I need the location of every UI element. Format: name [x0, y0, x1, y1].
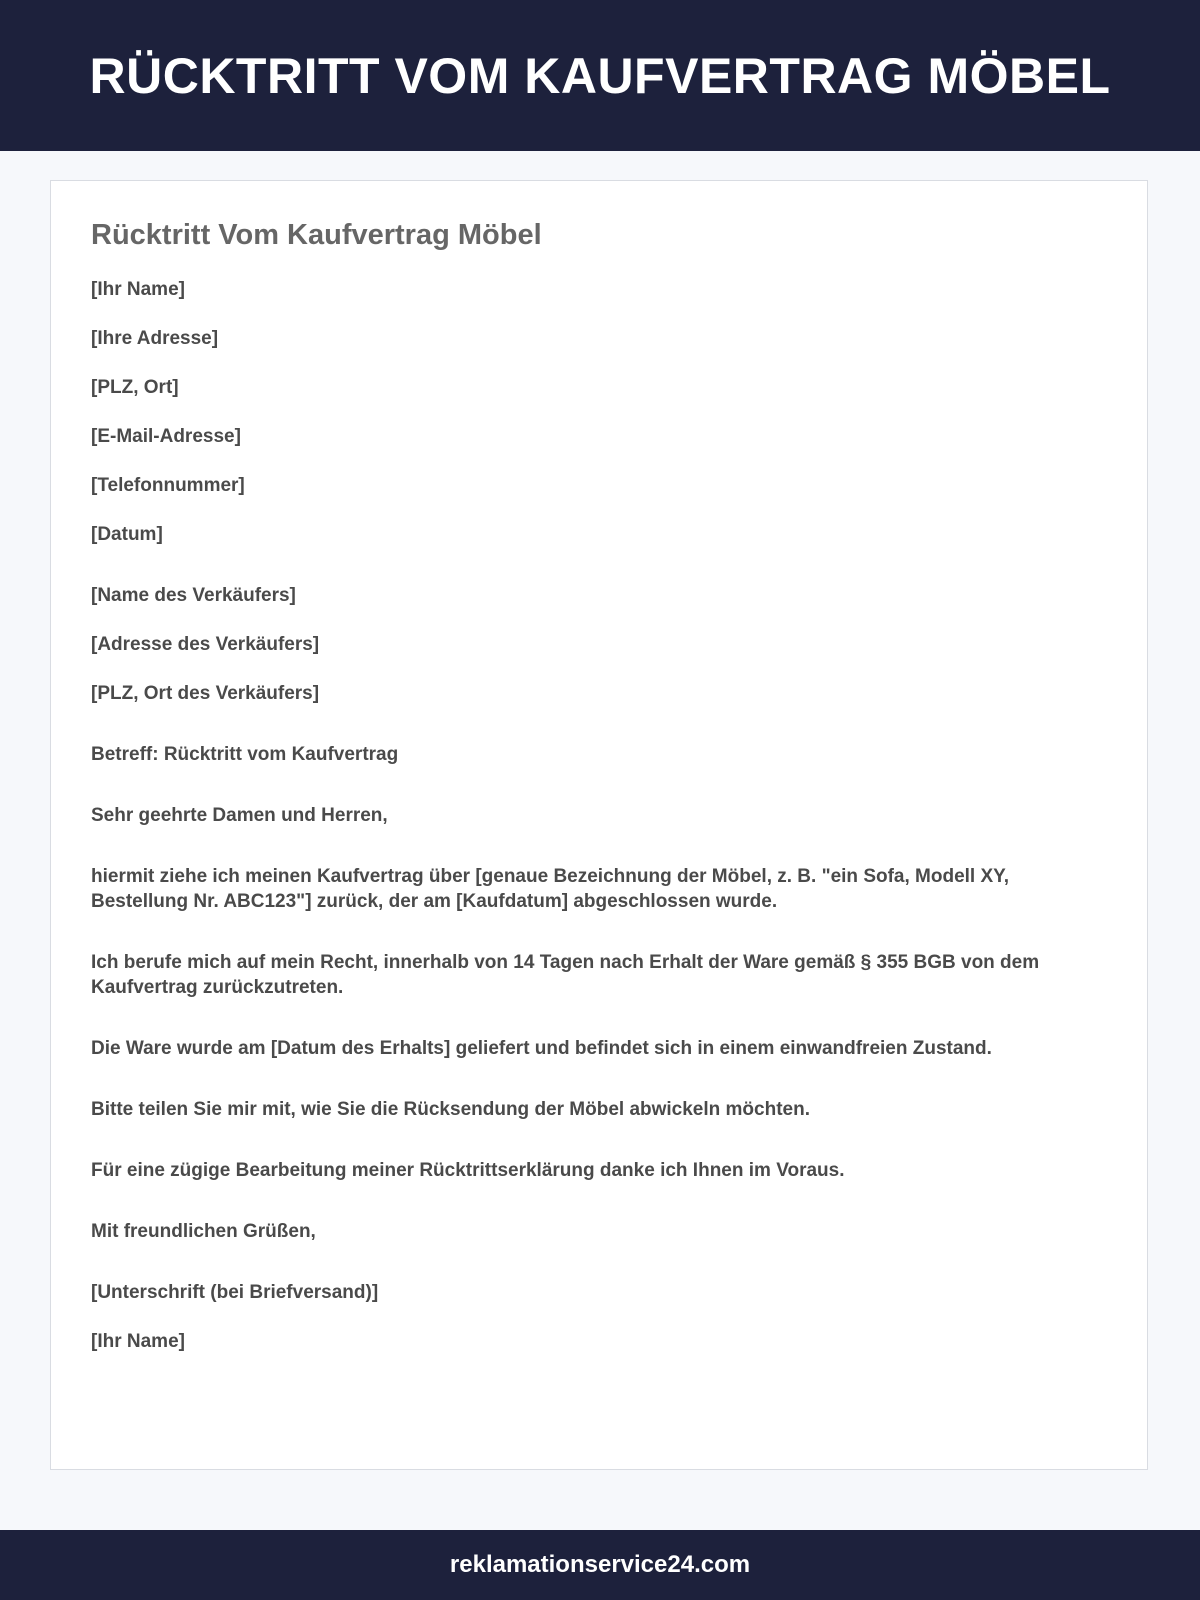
letter-paragraph: Ich berufe mich auf mein Recht, innerhalb von 14 Tagen nach Erhalt der Ware gemäß § 355 BGB von dem Kaufvertrag zurückzutreten. — [91, 952, 1040, 998]
page-footer — [0, 1530, 1200, 1600]
letter-paragraph: Für eine zügige Bearbeitung meiner Rücktrittserklärung danke ich Ihnen im Voraus. — [91, 1160, 845, 1181]
recipient-name: [Name des Verkäufers] — [91, 585, 296, 606]
letter-closing: Mit freundlichen Grüßen, — [91, 1221, 316, 1242]
footer-site-link[interactable]: reklamationservice24.com — [449, 1551, 751, 1578]
recipient-address: [Adresse des Verkäufers] — [91, 634, 320, 655]
letter-salutation: Sehr geehrte Damen und Herren, — [91, 805, 388, 826]
letter-subject: Betreff: Rücktritt vom Kaufvertrag — [91, 744, 399, 765]
sender-name: [Ihr Name] — [91, 279, 185, 300]
signature-name: [Ihr Name] — [91, 1331, 185, 1352]
letter-paragraph: Die Ware wurde am [Datum des Erhalts] geliefert und befindet sich in einem einwandfreien Zustand. — [91, 1038, 992, 1059]
letter-paragraph: Bitte teilen Sie mir mit, wie Sie die Rücksendung der Möbel abwickeln möchten. — [91, 1099, 810, 1120]
letter-title: Rücktritt Vom Kaufvertrag Möbel — [91, 219, 542, 251]
page-title: RÜCKTRITT VOM KAUFVERTRAG MÖBEL — [89, 47, 1111, 104]
letter-card — [50, 180, 1148, 1470]
sender-phone: [Telefonnummer] — [91, 475, 245, 496]
page-header — [0, 0, 1200, 151]
recipient-city: [PLZ, Ort des Verkäufers] — [91, 683, 320, 704]
letter-signature: [Unterschrift (bei Briefversand)] — [91, 1282, 379, 1303]
letter-date: [Datum] — [91, 524, 163, 545]
sender-email: [E-Mail-Adresse] — [91, 426, 241, 447]
sender-address: [Ihre Adresse] — [91, 328, 219, 349]
letter-paragraph: hiermit ziehe ich meinen Kaufvertrag über [genaue Bezeichnung der Möbel, z. B. "ein Sofa, Modell XY, Bestellung Nr. ABC123"] zurück, der am [Kaufdatum] abgeschlossen wurde. — [91, 866, 1010, 912]
sender-city: [PLZ, Ort] — [91, 377, 179, 398]
